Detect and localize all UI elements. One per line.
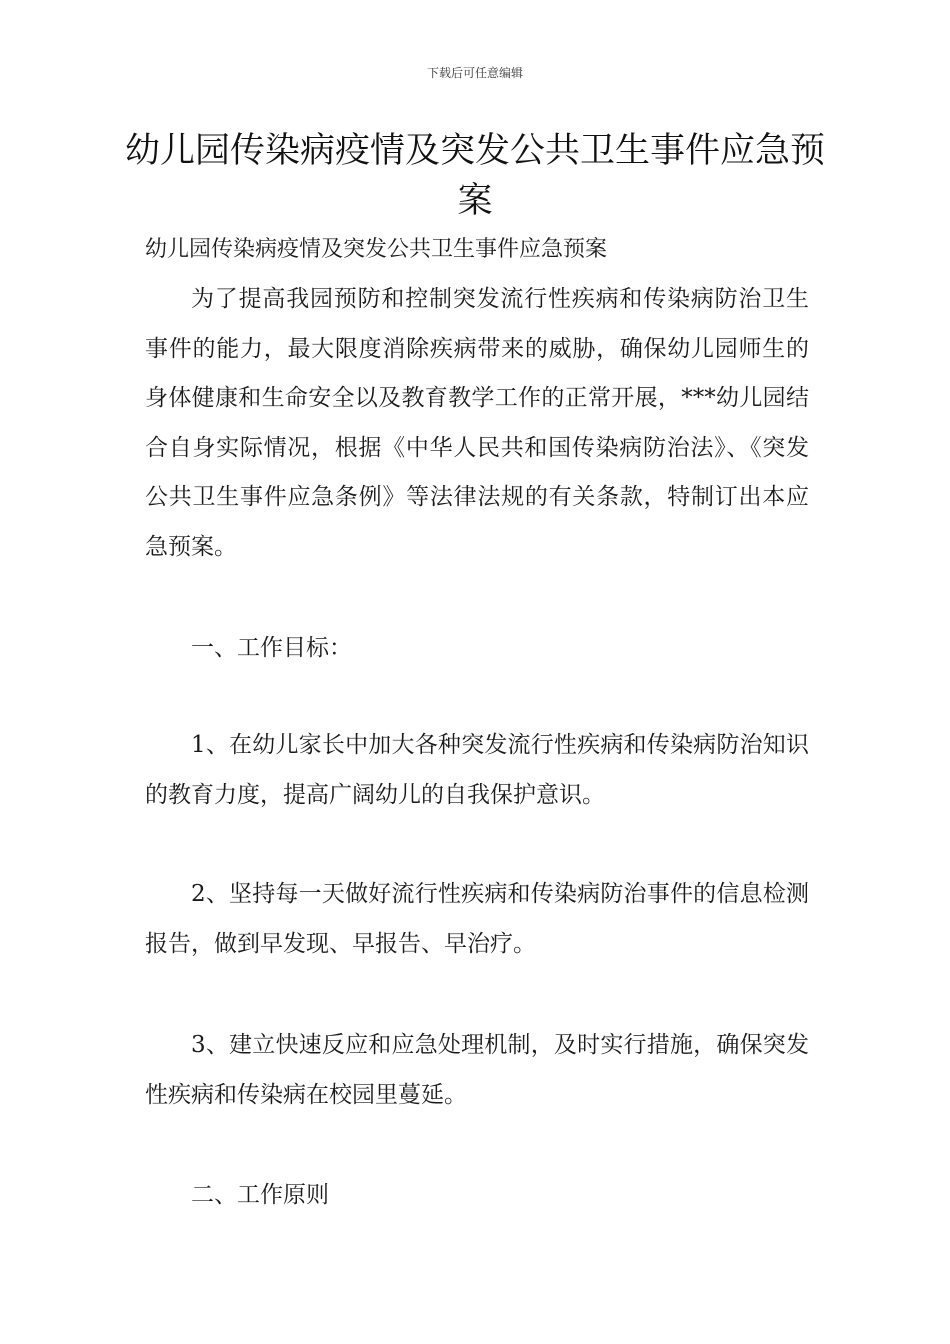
intro-paragraph: 为了提高我园预防和控制突发流行性疾病和传染病防治卫生事件的能力，最大限度消除疾病带来的威胁，确保幼儿园师生的身体健康和生命安全以及教育教学工作的正常开展，***幼儿园结合自身实际情况，根据《中华人民共和国传染病防治法》、《突发公共卫生事件应急条例》等法律法规的有关条款，特制订出本应急预案。 — [145, 286, 809, 560]
goal-item-1: 1、在幼儿家长中加大各种突发流行性疾病和传染病防治知识的教育力度，提高广阔幼儿的自我保护意识。 — [145, 732, 809, 808]
goal-item-2: 2、坚持每一天做好流行性疾病和传染病防治事件的信息检测报告，做到早发现、早报告、早治疗。 — [145, 881, 809, 957]
document-title: 幼儿园传染病疫情及突发公共卫生事件应急预案 — [124, 131, 825, 221]
section-heading-goals: 一、工作目标： — [191, 635, 352, 661]
header-note: 下载后可任意编辑 — [426, 66, 523, 80]
document-subtitle: 幼儿园传染病疫情及突发公共卫生事件应急预案 — [145, 237, 608, 262]
goal-item-3: 3、建立快速反应和应急处理机制，及时实行措施，确保突发性疾病和传染病在校园里蔓延。 — [145, 1032, 809, 1108]
section-heading-principles: 二、工作原则 — [191, 1182, 329, 1208]
